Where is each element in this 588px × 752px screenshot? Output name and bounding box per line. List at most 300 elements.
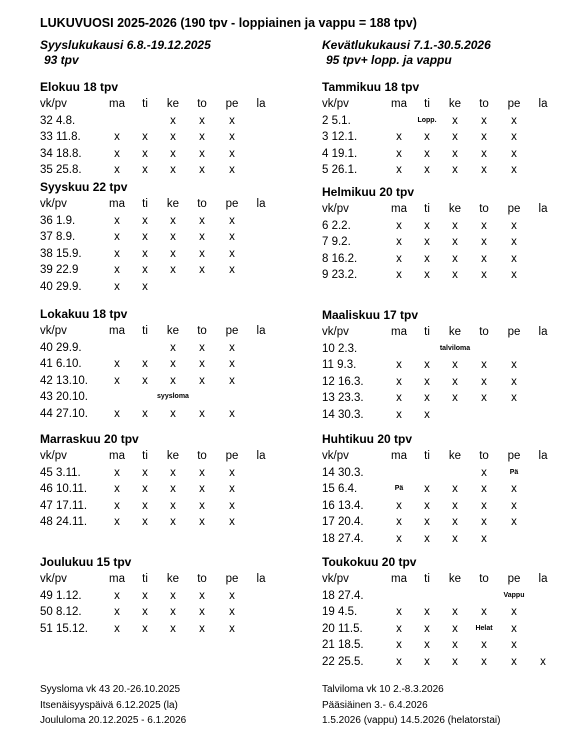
footer-note: Pääsiäinen 3.- 6.4.2026 [322,699,428,711]
school-day-mark: x [452,639,458,651]
weekday-header-ma: ma [109,98,125,110]
weekday-header-ti: ti [424,450,430,462]
school-day-mark: x [199,214,205,227]
week-row [40,373,290,390]
weekday-header-ke: ke [448,326,462,338]
week-label: 18 27.4. [322,532,364,545]
school-day-mark: x [170,247,176,260]
footer-left [40,682,186,729]
weekday-header-la: la [538,573,548,585]
weekday-header-pe: pe [507,98,521,110]
weekday-header-ke: ke [448,450,462,462]
school-day-mark: x [511,516,517,528]
month-title: Lokakuu 18 tpv [40,307,128,321]
week-row [40,588,290,605]
school-day-mark: x [114,374,120,387]
school-day-mark: x [114,358,120,370]
footer-note: 1.5.2026 (vappu) 14.5.2026 (helatorstai) [322,715,501,726]
weekday-header-to: to [197,198,207,210]
school-day-mark: x [452,147,458,160]
weekday-header-ti: ti [424,203,430,215]
week-row [322,465,572,482]
weekday-header-pe: pe [507,450,521,462]
week-label: 7 9.2. [322,236,351,248]
school-day-mark: x [540,655,546,668]
day-note: syysloma [157,393,189,400]
school-day-mark: x [396,392,402,404]
week-label: 19 4.5. [322,606,358,618]
school-day-mark: x [170,358,176,370]
day-note: Pä [509,468,519,476]
weekday-header-ti: ti [424,98,430,110]
month-block [322,430,572,547]
week-row [40,129,290,146]
school-day-mark: x [142,247,148,260]
school-day-mark: x [142,358,148,370]
school-day-mark: x [452,532,458,545]
school-day-mark: x [511,655,517,668]
school-day-mark: x [114,214,120,227]
weekday-header-ke: ke [166,573,180,585]
footer-note: Talviloma vk 10 2.-8.3.2026 [322,684,444,695]
school-day-mark: x [114,516,120,528]
school-day-mark: x [199,231,205,243]
week-label: 51 15.12. [40,622,88,635]
school-day-mark: x [142,516,148,528]
school-day-mark: x [199,466,205,479]
week-row [322,637,572,654]
week-row [322,514,572,531]
week-label: 39 22.9 [40,264,79,276]
school-day-mark: x [199,341,205,354]
week-label: 18 27.4. [322,589,364,602]
school-day-mark: x [114,407,120,420]
weekday-header-ke: ke [448,98,462,110]
week-label: 4 19.1. [322,147,358,160]
school-day-mark: x [199,516,205,528]
school-day-mark: x [114,264,120,276]
school-day-mark: x [142,622,148,635]
school-day-mark: x [114,280,120,293]
week-label: 2 5.1. [322,114,351,127]
week-column-header: vk/pv [40,573,67,585]
month-block [322,183,572,284]
month-title: Tammikuu 18 tpv [322,80,420,94]
weekday-header-ke: ke [166,198,180,210]
week-label: 15 6.4. [322,483,358,495]
month-block [40,78,290,179]
school-day-mark: x [511,114,517,127]
weekday-header-la: la [538,98,548,110]
school-day-mark: x [452,359,458,371]
spring-term-name: Kevätlukukausi 7.1.-30.5.2026 [322,38,491,52]
week-label: 21 18.5. [322,639,364,651]
week-row [40,229,290,246]
school-day-mark: x [424,408,430,421]
school-day-mark: x [199,483,205,495]
school-day-mark: x [170,374,176,387]
school-day-mark: x [142,483,148,495]
weekday-header-ma: ma [109,325,125,337]
school-day-mark: x [396,164,402,176]
school-day-mark: x [142,589,148,602]
school-day-mark: x [229,358,235,370]
weekday-header-pe: pe [507,573,521,585]
school-day-mark: x [229,131,235,143]
school-day-mark: x [142,499,148,512]
school-day-mark: x [170,131,176,143]
school-day-mark: x [199,164,205,176]
school-day-mark: x [511,622,517,635]
weekday-header-ti: ti [424,573,430,585]
school-day-mark: x [452,606,458,618]
weekday-header-pe: pe [225,98,239,110]
school-day-mark: x [114,466,120,479]
school-day-mark: x [199,114,205,127]
school-day-mark: x [229,407,235,420]
weekday-header-pe: pe [225,573,239,585]
school-day-mark: x [481,114,487,127]
weekday-header-to: to [197,450,207,462]
weekday-header-row [322,96,572,113]
week-row [322,498,572,515]
footer-note: Syysloma vk 43 20.-26.10.2025 [40,684,181,695]
school-day-mark: x [199,264,205,276]
school-day-mark: x [452,483,458,495]
school-day-mark: x [424,622,430,635]
weekday-header-row [40,196,290,213]
school-day-mark: x [170,114,176,127]
school-day-mark: x [170,466,176,479]
week-label: 6 2.2. [322,219,351,232]
weekday-header-ti: ti [142,450,148,462]
school-day-mark: x [511,483,517,495]
weekday-header-la: la [256,198,266,210]
week-label: 20 11.5. [322,622,363,635]
week-label: 8 16.2. [322,252,358,265]
school-day-mark: x [396,639,402,651]
week-label: 13 23.3. [322,392,364,404]
school-day-mark: x [481,375,487,388]
month-title: Syyskuu 22 tpv [40,180,128,194]
weekday-header-la: la [256,573,266,585]
school-day-mark: x [511,375,517,388]
weekday-header-to: to [479,98,489,110]
weekday-header-pe: pe [507,326,521,338]
school-day-mark: x [481,606,487,618]
week-row [322,604,572,621]
school-day-mark: x [424,359,430,371]
weekday-header-ma: ma [391,573,407,585]
school-day-mark: x [481,392,487,404]
school-day-mark: x [424,219,430,232]
footer-note: Joululoma 20.12.2025 - 6.1.2026 [40,715,187,726]
footer-right [322,682,500,729]
week-label: 43 20.10. [40,391,88,403]
day-note: talviloma [439,344,471,352]
weekday-header-pe: pe [225,325,239,337]
school-day-mark: x [481,131,487,143]
school-day-mark: x [396,532,402,545]
school-day-mark: x [114,589,120,602]
school-day-mark: x [424,483,430,495]
week-row [322,341,572,358]
school-day-mark: x [229,622,235,635]
school-day-mark: x [142,131,148,143]
week-label: 49 1.12. [40,589,82,602]
weekday-header-row [40,323,290,340]
week-label: 40 29.9. [40,280,82,293]
week-row [40,498,290,515]
school-day-mark: x [452,164,458,176]
school-day-mark: x [199,407,205,420]
week-column-header: vk/pv [40,198,67,210]
weekday-header-ke: ke [166,98,180,110]
school-day-mark: x [170,164,176,176]
school-day-mark: x [452,252,458,265]
week-row [322,218,572,235]
week-label: 33 11.8. [40,131,81,143]
weekday-header-row [322,571,572,588]
school-day-mark: x [424,606,430,618]
school-day-mark: x [229,374,235,387]
footer-note: Itsenäisyyspäivä 6.12.2025 (la) [40,699,178,711]
week-row [322,113,572,130]
school-day-mark: x [170,341,176,354]
autumn-term-name: Syyslukukausi 6.8.-19.12.2025 [40,38,211,52]
weekday-header-la: la [256,325,266,337]
school-day-mark: x [481,655,487,668]
weekday-header-pe: pe [225,198,239,210]
week-label: 17 20.4. [322,516,364,528]
school-day-mark: x [114,231,120,243]
week-label: 34 18.8. [40,147,82,160]
weekday-header-ma: ma [391,326,407,338]
week-row [40,406,290,423]
month-block [40,305,290,422]
school-day-mark: x [424,532,430,545]
school-day-mark: x [170,589,176,602]
weekday-header-ma: ma [109,450,125,462]
school-day-mark: x [396,236,402,248]
school-day-mark: x [142,214,148,227]
school-day-mark: x [452,392,458,404]
school-day-mark: x [511,164,517,176]
month-title: Maaliskuu 17 tpv [322,308,419,322]
week-label: 40 29.9. [40,341,82,354]
week-column-header: vk/pv [322,203,349,215]
school-day-mark: x [199,606,205,618]
week-row [322,407,572,424]
school-day-mark: x [424,252,430,265]
week-label: 38 15.9. [40,247,82,260]
school-day-mark: x [229,114,235,127]
week-row [40,262,290,279]
school-day-mark: x [142,374,148,387]
school-day-mark: x [511,236,517,248]
school-day-mark: x [142,231,148,243]
week-row [40,621,290,638]
weekday-header-row [322,448,572,465]
school-day-mark: x [424,516,430,528]
school-day-mark: x [114,483,120,495]
weekday-header-ke: ke [166,325,180,337]
week-row [322,374,572,391]
week-row [40,389,290,406]
school-day-mark: x [170,214,176,227]
month-title: Marraskuu 20 tpv [40,432,139,446]
week-row [322,621,572,638]
week-row [322,234,572,251]
school-day-mark: x [142,264,148,276]
school-day-mark: x [481,269,487,281]
school-day-mark: x [142,407,148,420]
week-label: 11 9.3. [322,359,357,371]
school-day-mark: x [142,164,148,176]
weekday-header-la: la [256,98,266,110]
week-label: 16 13.4. [322,499,364,512]
school-day-mark: x [424,375,430,388]
week-label: 45 3.11. [40,466,81,479]
school-day-mark: x [452,269,458,281]
week-row [322,251,572,268]
school-day-mark: x [229,214,235,227]
school-day-mark: x [199,374,205,387]
school-day-mark: x [170,147,176,160]
weekday-header-ti: ti [142,325,148,337]
day-note: Lopp. [417,116,437,124]
weekday-header-ma: ma [391,450,407,462]
school-day-mark: x [511,639,517,651]
school-day-mark: x [229,589,235,602]
month-block [322,78,572,179]
week-row [40,514,290,531]
school-day-mark: x [481,639,487,651]
school-day-mark: x [481,499,487,512]
school-day-mark: x [114,164,120,176]
school-day-mark: x [481,236,487,248]
school-day-mark: x [481,252,487,265]
week-row [322,390,572,407]
week-label: 9 23.2. [322,269,358,281]
school-day-mark: x [424,164,430,176]
school-day-mark: x [199,147,205,160]
school-day-mark: x [229,247,235,260]
week-row [40,162,290,179]
weekday-header-ti: ti [142,98,148,110]
day-note: Vappu [503,591,525,599]
day-note: Helat [475,624,493,632]
month-title: Helmikuu 20 tpv [322,185,415,199]
school-day-mark: x [424,639,430,651]
weekday-header-ke: ke [448,203,462,215]
school-day-mark: x [396,516,402,528]
school-day-mark: x [170,516,176,528]
week-column-header: vk/pv [40,325,67,337]
school-day-mark: x [511,499,517,512]
week-label: 46 10.11. [40,483,88,495]
week-row [40,465,290,482]
school-day-mark: x [170,606,176,618]
school-day-mark: x [199,589,205,602]
school-day-mark: x [170,499,176,512]
month-title: Joulukuu 15 tpv [40,555,132,569]
school-day-mark: x [170,483,176,495]
school-day-mark: x [199,247,205,260]
school-day-mark: x [199,499,205,512]
week-label: 48 24.11. [40,516,88,528]
school-day-mark: x [229,499,235,512]
school-day-mark: x [452,375,458,388]
week-row [40,481,290,498]
school-day-mark: x [511,219,517,232]
weekday-header-ma: ma [391,203,407,215]
week-label: 36 1.9. [40,214,76,227]
week-row [40,146,290,163]
school-day-mark: x [424,499,430,512]
weekday-header-ti: ti [142,198,148,210]
month-title: Toukokuu 20 tpv [322,555,417,569]
week-row [322,357,572,374]
school-day-mark: x [114,147,120,160]
weekday-header-pe: pe [507,203,521,215]
school-day-mark: x [114,622,120,635]
school-day-mark: x [452,114,458,127]
week-row [40,246,290,263]
school-day-mark: x [511,269,517,281]
week-label: 32 4.8. [40,114,76,127]
weekday-header-to: to [197,98,207,110]
school-day-mark: x [511,131,517,143]
week-row [322,146,572,163]
weekday-header-to: to [479,450,489,462]
school-day-mark: x [114,247,120,260]
weekday-header-ma: ma [391,98,407,110]
weekday-header-ti: ti [424,326,430,338]
weekday-header-row [40,571,290,588]
school-day-mark: x [199,622,205,635]
school-day-mark: x [511,392,517,404]
school-day-mark: x [452,219,458,232]
week-label: 44 27.10. [40,407,88,420]
week-row [40,213,290,230]
school-day-mark: x [170,622,176,635]
week-row [322,129,572,146]
school-day-mark: x [396,252,402,265]
school-day-mark: x [114,131,120,143]
school-day-mark: x [199,358,205,370]
school-day-mark: x [511,147,517,160]
week-label: 14 30.3. [322,466,364,479]
school-day-mark: x [142,606,148,618]
school-day-mark: x [229,483,235,495]
month-block [322,306,572,423]
school-day-mark: x [229,231,235,243]
school-day-mark: x [424,655,430,668]
weekday-header-row [322,201,572,218]
weekday-header-row [322,324,572,341]
week-label: 47 17.11. [40,499,88,512]
page-title: LUKUVUOSI 2025-2026 (190 tpv - loppiainen ja vappu = 188 tpv) [40,16,417,30]
month-block [322,553,572,670]
month-block [40,178,290,295]
school-day-mark: x [452,236,458,248]
school-day-mark: x [229,341,235,354]
week-row [40,604,290,621]
week-row [322,162,572,179]
school-day-mark: x [424,392,430,404]
weekday-header-to: to [197,573,207,585]
